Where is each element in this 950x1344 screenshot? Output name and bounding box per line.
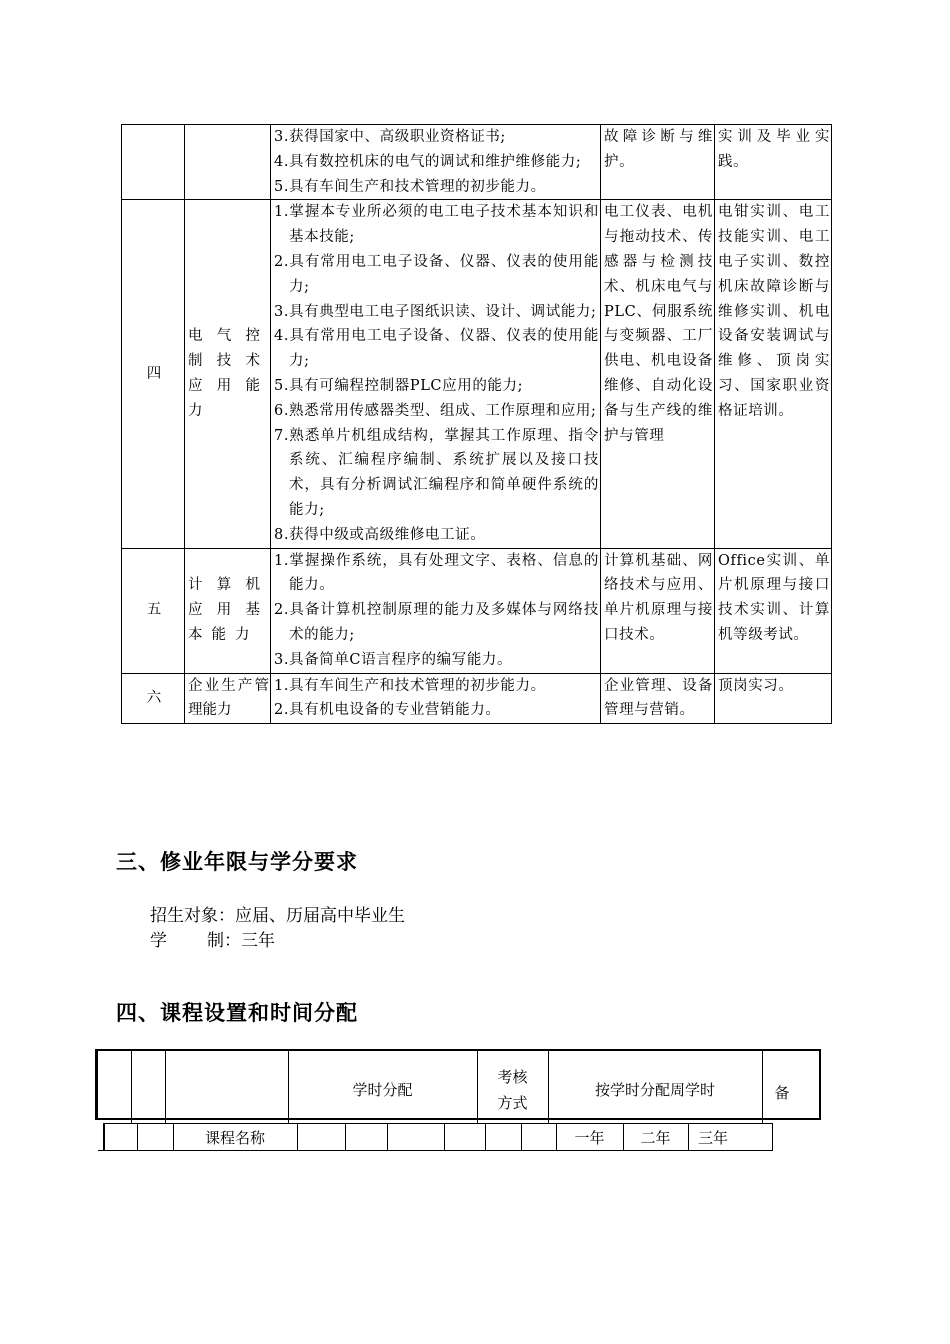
year2-header: 二年 <box>640 1129 671 1147</box>
enrollment-value: 应届、历届高中毕业生 <box>235 906 405 926</box>
section4-heading: 四、课程设置和时间分配 <box>116 1001 358 1025</box>
row-number: 五 <box>122 548 185 673</box>
row-number: 四 <box>122 200 185 548</box>
ability-name: 企业生产管理能力 <box>185 673 271 724</box>
ability-row <box>122 548 832 673</box>
courses-cell: 企业管理、设备管理与营销。 <box>601 673 715 724</box>
requirement-item: 5.具有可编程控制器PLC应用的能力; <box>274 377 524 394</box>
duration-label-2: 制： <box>207 931 241 951</box>
year3-header: 三年 <box>697 1129 728 1147</box>
exam-header-line2: 方式 <box>497 1094 528 1112</box>
row-number: 六 <box>122 673 185 724</box>
course-name-header: 课程名称 <box>204 1129 265 1147</box>
duration-line <box>150 926 275 951</box>
ability-name: 计算机应用基本能力 <box>185 548 271 673</box>
hours-allocation-header: 学时分配 <box>352 1081 413 1099</box>
requirement-item: 3.具备简单C语言程序的编写能力。 <box>274 651 513 668</box>
duration-value: 三年 <box>241 931 275 951</box>
exam-header-line1: 考核 <box>497 1068 528 1086</box>
requirement-item: 2.具备计算机控制原理的能力及多媒体与网络技术的能力; <box>274 602 599 643</box>
weekly-hours-header: 按学时分配周学时 <box>594 1081 715 1099</box>
requirement-item: 1.掌握本专业所必须的电工电子技术基本知识和基本技能; <box>274 204 599 246</box>
requirement-item: 1.掌握操作系统，具有处理文字、表格、信息的能力。 <box>274 552 599 594</box>
requirement-item: 8.获得中级或高级维修电工证。 <box>274 526 486 543</box>
ability-table <box>121 124 832 724</box>
requirements-cell <box>271 673 601 724</box>
requirement-item: 4.具有常用电工电子设备、仪器、仪表的使用能力; <box>274 328 599 370</box>
courses-cell: 故障诊断与维护。 <box>601 125 715 200</box>
practice-cell: 实训及毕业实践。 <box>715 125 832 200</box>
duration-label-1: 学 <box>150 931 167 951</box>
requirements-cell <box>271 548 601 673</box>
enrollment-label: 招生对象： <box>150 906 235 926</box>
requirement-item: 2.具有机电设备的专业营销能力。 <box>274 702 501 719</box>
requirement-item: 3.具有典型电工电子图纸识读、设计、调试能力; <box>274 303 597 320</box>
year1-header: 一年 <box>574 1129 605 1147</box>
remark-header: 备 <box>774 1084 790 1102</box>
requirement-item: 5.具有车间生产和技术管理的初步能力。 <box>274 178 546 195</box>
row-number <box>122 125 185 200</box>
requirement-item: 4.具有数控机床的电气的调试和维护维修能力; <box>274 153 582 170</box>
courses-cell: 电工仪表、电机与拖动技术、传感器与检测技术、机床电气与PLC、伺服系统与变频器、工厂供电、机电设备维修、自动化设备与生产线的维护与管理 <box>601 200 715 548</box>
section3-heading: 三、修业年限与学分要求 <box>116 850 358 874</box>
requirements-cell <box>271 200 601 548</box>
course-table-header <box>95 1049 821 1152</box>
requirement-item: 3.获得国家中、高级职业资格证书; <box>274 129 506 145</box>
practice-cell: 电钳实训、电工技能实训、电工电子实训、数控机床故障诊断与维修实训、机电设备安装调试与维修、顶岗实习、国家职业资格证培训。 <box>715 200 832 548</box>
practice-cell: Office实训、单片机原理与接口技术实训、计算机等级考试。 <box>715 548 832 673</box>
enrollment-line <box>150 901 405 926</box>
ability-row <box>122 673 832 724</box>
ability-name: 电气控制技术应用能力 <box>185 200 271 548</box>
ability-row <box>122 200 832 548</box>
requirement-item: 1.具有车间生产和技术管理的初步能力。 <box>274 677 546 694</box>
ability-row <box>122 125 832 200</box>
courses-cell: 计算机基础、网络技术与应用、单片机原理与接口技术。 <box>601 548 715 673</box>
requirement-item: 2.具有常用电工电子设备、仪器、仪表的使用能力; <box>274 253 599 295</box>
requirements-cell <box>271 125 601 200</box>
ability-name <box>185 125 271 200</box>
requirement-item: 7.熟悉单片机组成结构，掌握其工作原理、指令系统、汇编程序编制、系统扩展以及接口技术，具有分析调试汇编程序和简单硬件系统的能力; <box>274 427 599 518</box>
requirement-item: 6.熟悉常用传感器类型、组成、工作原理和应用; <box>274 402 597 419</box>
practice-cell: 顶岗实习。 <box>715 673 832 724</box>
